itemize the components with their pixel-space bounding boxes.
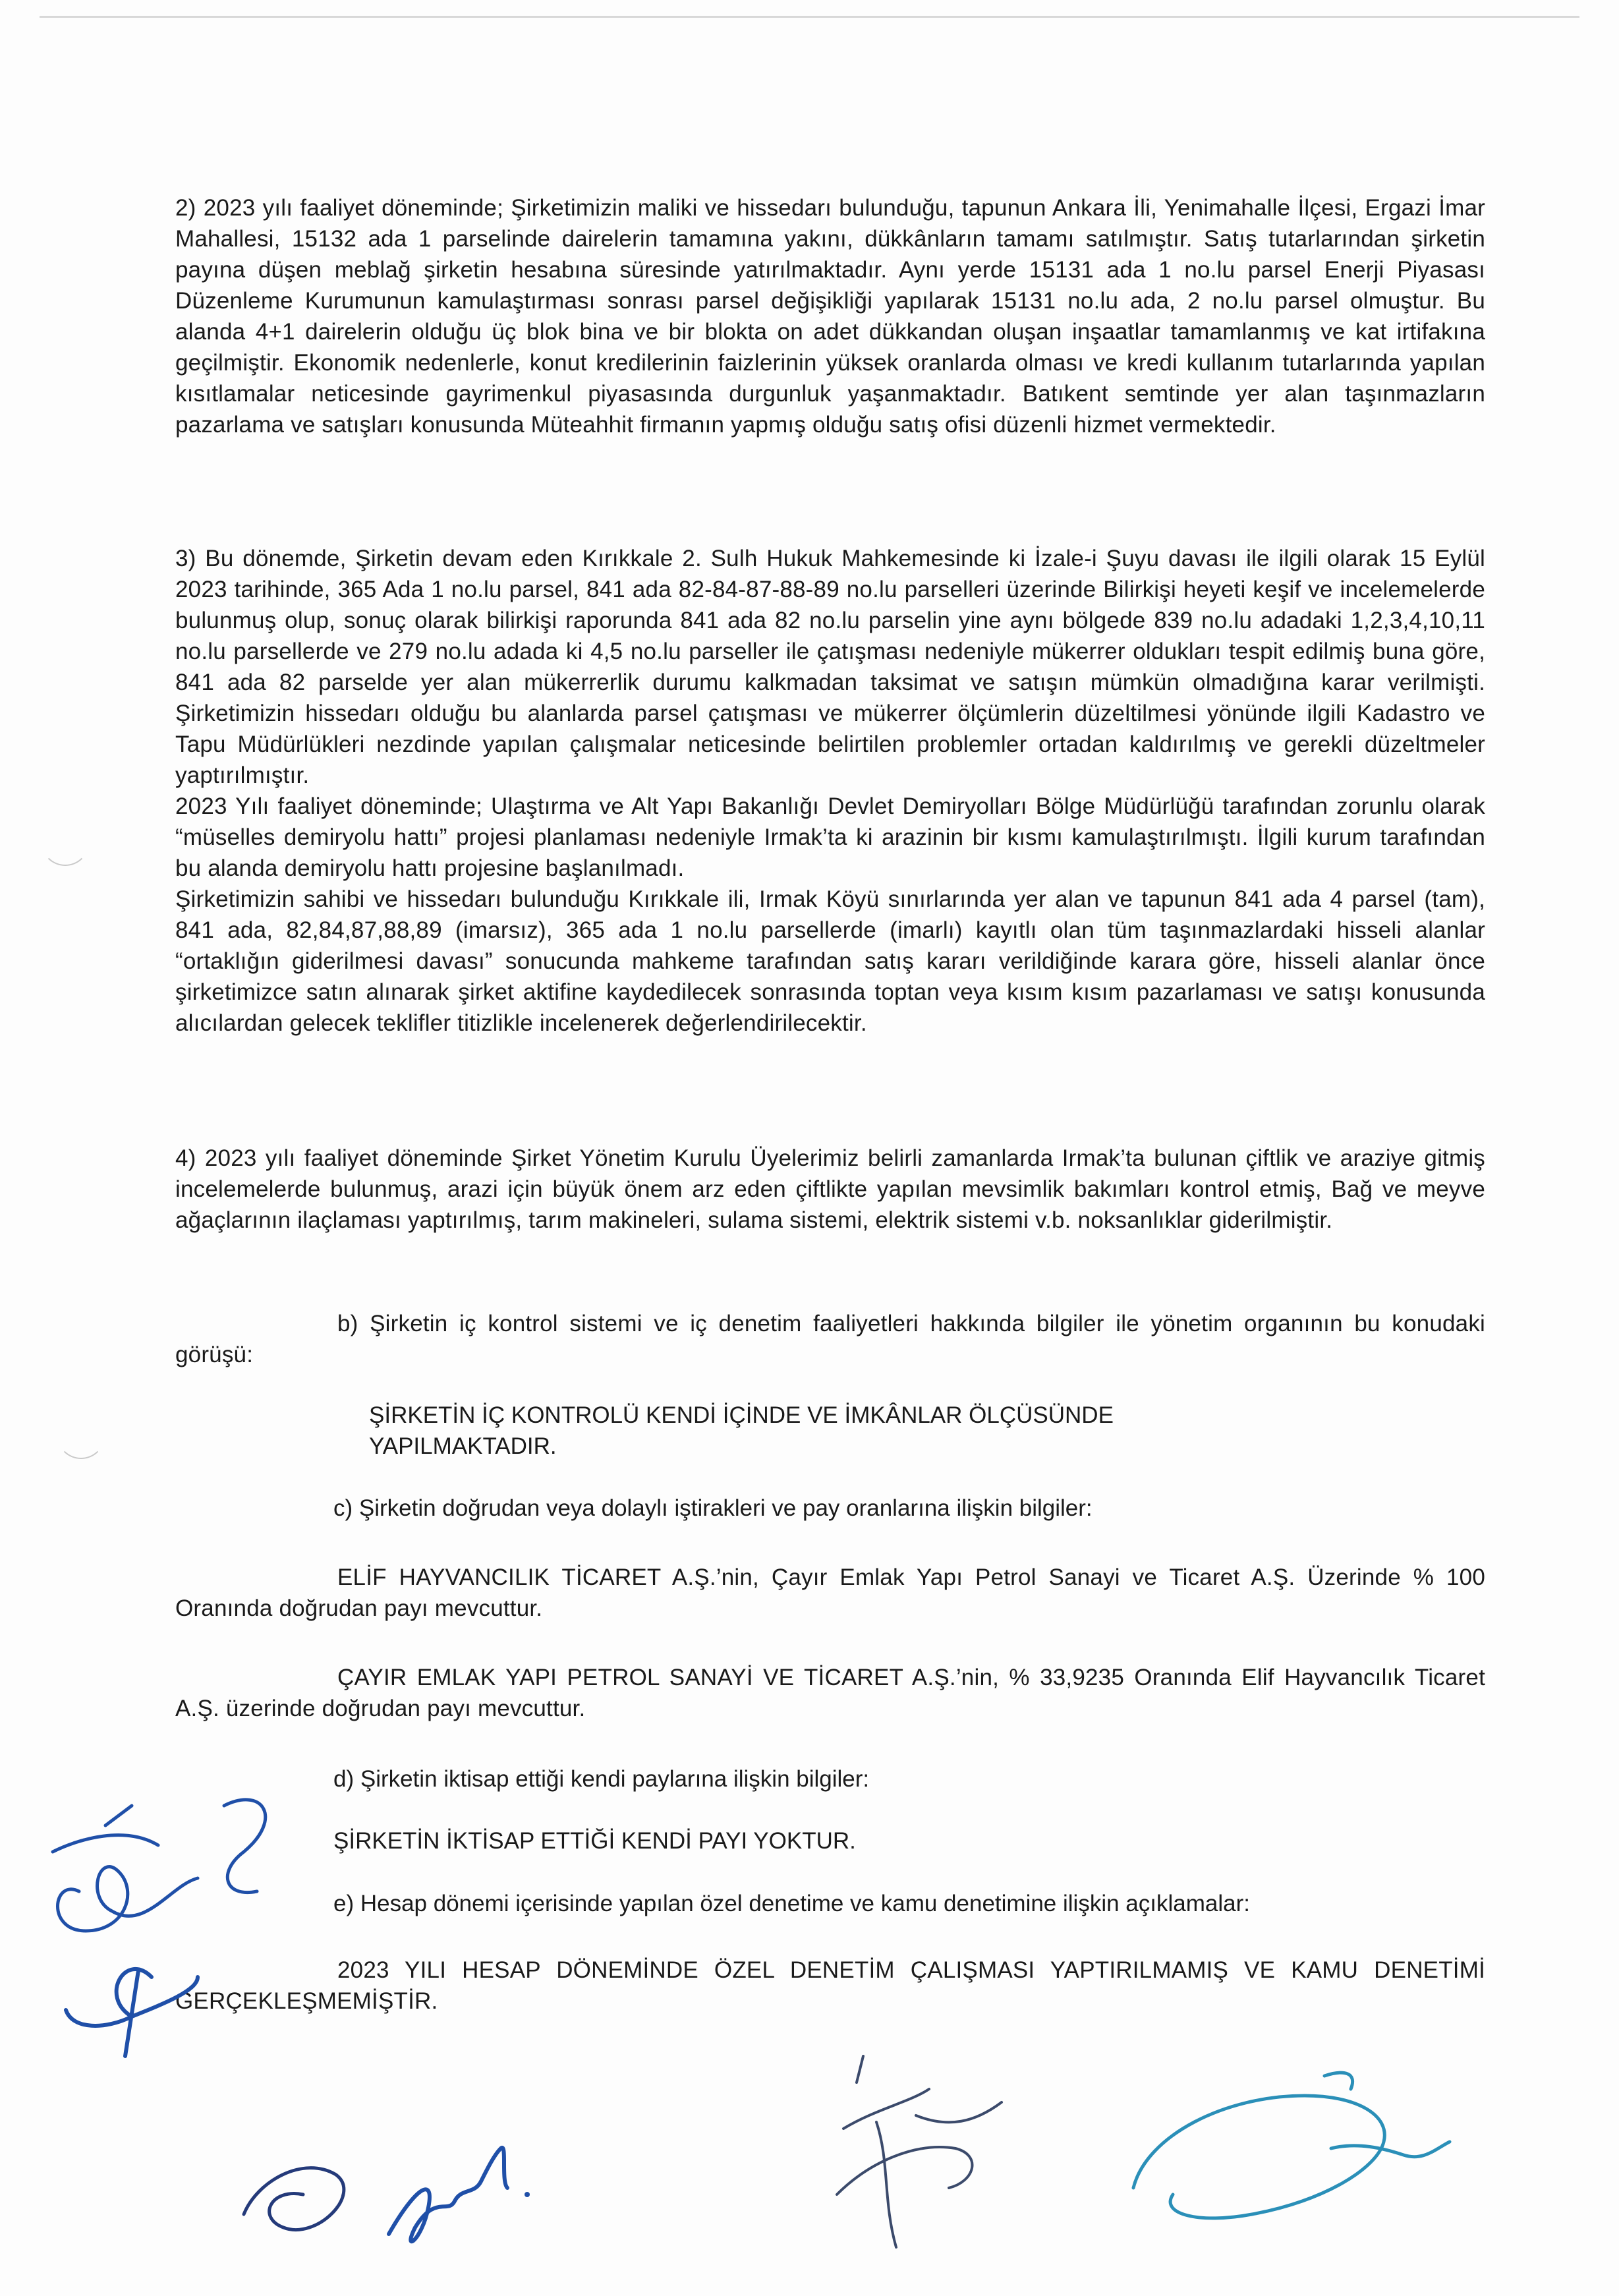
paragraph-3c-text: Şirketimizin sahibi ve hissedarı bulunduğu Kırıkkale ili, Irmak Köyü sınırlarında yer alan ve tapunun 841 ada 4 parsel (tam), 841 ada, 82,84,87,88,89 (imarsız), 365 ada 1 no.lu parsellerde (imarlı) kayıtlı olan tüm taşınmazlardaki hisseli alanlar “ortaklığın giderilmesi davası” sonucunda mahkeme tarafından satış kararı verildiğinde karara göre, hisseli alanlar önce şirketimizce satın alınarak şirket aktifine kaydedilecek sonrasında toptan veya kısım kısım pazarlaması ve satışı konusunda alıcılardan gelecek teklifler titizlikle incelenerek değerlendirilecektir. (175, 886, 1485, 1036)
section-c-item-1-text: ELİF HAYVANCILIK TİCARET A.Ş.’nin, Çayır Emlak Yapı Petrol Sanayi ve Ticaret A.Ş. Üzerinde % 100 Oranında doğrudan payı mevcuttur. (175, 1564, 1485, 1621)
section-d-question: d) Şirketin iktisap ettiği kendi paylarına ilişkin bilgiler: (333, 1766, 870, 1792)
punch-hole-mark-2 (57, 1410, 105, 1459)
section-e-question: e) Hesap dönemi içerisinde yapılan özel denetime ve kamu denetimine ilişkin açıklamalar: (333, 1891, 1250, 1916)
section-b (175, 1308, 1485, 1370)
paragraph-2-text: 2) 2023 yılı faaliyet döneminde; Şirketimizin maliki ve hissedarı bulunduğu, tapunun Ankara İli, Yenimahalle İlçesi, Ergazi İmar Mahallesi, 15132 ada 1 parselinde dairelerin tamamına yakını, dükkânların tamamı satılmıştır. Satış tutarlarından şirketin payına düşen meblağ şirketin hesabına süresinde yatırılmaktadır. Aynı yerde 15131 ada 1 no.lu parsel Enerji Piyasası Düzenleme Kurumunun kamulaştırması sonrası parsel değişikliği yapılarak 15131 no.lu ada, 2 no.lu parsel olmuştur. Bu alanda 4+1 dairelerin olduğu üç blok bina ve bir blokta on adet dükkandan oluşan inşaatlar tamamlanmış ve kat irtifakına geçilmiştir. Ekonomik nedenlerle, konut kredilerinin faizlerinin yüksek oranlarda olması ve kredi kullanım tutarlarında yapılan kısıtlamalar neticesinde gayrimenkul piyasasında durgunluk yaşanmaktadır. Batıkent semtinde yer alan taşınmazların pazarlama ve satışları konusunda Müteahhit firmanın yapmış olduğu satış ofisi düzenli hizmet vermektedir. (175, 195, 1485, 438)
section-c-item-2-text: ÇAYIR EMLAK YAPI PETROL SANAYİ VE TİCARET A.Ş.’nin, % 33,9235 Oranında Elif Hayvancılık Ticaret A.Ş. üzerinde doğrudan payı mevcuttur. (175, 1665, 1485, 1721)
section-e-answer (175, 1955, 1485, 2017)
signature-left-blue (26, 1779, 303, 2082)
section-c-item-2 (175, 1662, 1485, 1724)
punch-hole-mark-1 (41, 817, 90, 866)
paragraph-2 (175, 192, 1485, 440)
paragraph-4 (175, 1143, 1485, 1236)
section-c-item-1 (175, 1562, 1485, 1624)
paragraph-3 (175, 543, 1485, 1039)
section-e-answer-text: 2023 YILI HESAP DÖNEMİNDE ÖZEL DENETİM ÇALIŞMASI YAPTIRILMAMIŞ VE KAMU DENETİMİ GERÇEKLEŞMEMİŞTİR. (175, 1957, 1485, 2014)
signature-bottom-right-teal (1107, 2056, 1516, 2280)
section-c-question: c) Şirketin doğrudan veya dolaylı iştirakleri ve pay oranlarına ilişkin bilgiler: (333, 1495, 1093, 1521)
section-d-answer: ŞİRKETİN İKTİSAP ETTİĞİ KENDİ PAYI YOKTUR. (333, 1828, 856, 1854)
signature-bottom-middle (217, 2096, 639, 2293)
section-b-question: b) Şirketin iç kontrol sistemi ve iç denetim faaliyetleri hakkında bilgiler ile yönetim organının bu konudaki görüşü: (175, 1311, 1485, 1367)
page-top-edge (40, 16, 1579, 18)
paragraph-4-text: 4) 2023 yılı faaliyet döneminde Şirket Yönetim Kurulu Üyelerimiz belirli zamanlarda Irmak’ta bulunan çiftlik ve araziye gitmiş incelemelerde bulunmuş, arazi için büyük önem arz eden çiftlikte yapılan mevsimlik bakımları kontrol etmiş, Bağ ve meyve ağaçlarının ilaçlaması yaptırılmış, tarım makineleri, sulama sistemi, elektrik sistemi v.b. noksanlıklar giderilmiştir. (175, 1145, 1485, 1233)
section-b-answer: ŞİRKETİN İÇ KONTROLÜ KENDİ İÇİNDE VE İMKÂNLAR ÖLÇÜSÜNDE YAPILMAKTADIR. (369, 1402, 1114, 1459)
paragraph-3a-text: 3) Bu dönemde, Şirketin devam eden Kırıkkale 2. Sulh Hukuk Mahkemesinde ki İzale-i Şuyu davası ile ilgili olarak 15 Eylül 2023 tarihinde, 365 Ada 1 no.lu parsel, 841 ada 82-84-87-88-89 no.lu parselleri üzerinde Bilirkişi heyeti keşif ve incelemelerde bulunmuş olup, sonuç olarak bilirkişi raporunda 841 ada 82 no.lu parselin yine aynı bölgede 839 no.lu adadaki 1,2,3,4,10,11 no.lu parsellerde ve 279 no.lu adada ki 4,5 no.lu parseller ile çatışması nedeniyle mükerrer oldukları tespit edilmiş buna göre, 841 ada 82 parselde yer alan mükerrerlik durumu kalkmadan taksimat ve satışın mümkün olmadığına karar verilmişti. Şirketimizin hissedarı olduğu bu alanlarda parsel çatışması ve mükerrer ölçümlerin düzeltilmesi yönünde ilgili Kadastro ve Tapu Müdürlükleri nezdinde yapılan çalışmalar neticesinde belirtilen problemler ortadan kaldırılmış ve gerekli düzeltmeler yaptırılmıştır. (175, 546, 1485, 788)
paragraph-3b-text: 2023 Yılı faaliyet döneminde; Ulaştırma ve Alt Yapı Bakanlığı Devlet Demiryolları Bölge Müdürlüğü tarafından zorunlu olarak “müselles demiryolu hattı” projesi planlaması nedeniyle Irmak’ta ki arazinin bir kısmı kamulaştırılmıştı. İlgili kurum tarafından bu alanda demiryolu hattı projesine başlanılmadı. (175, 793, 1485, 881)
